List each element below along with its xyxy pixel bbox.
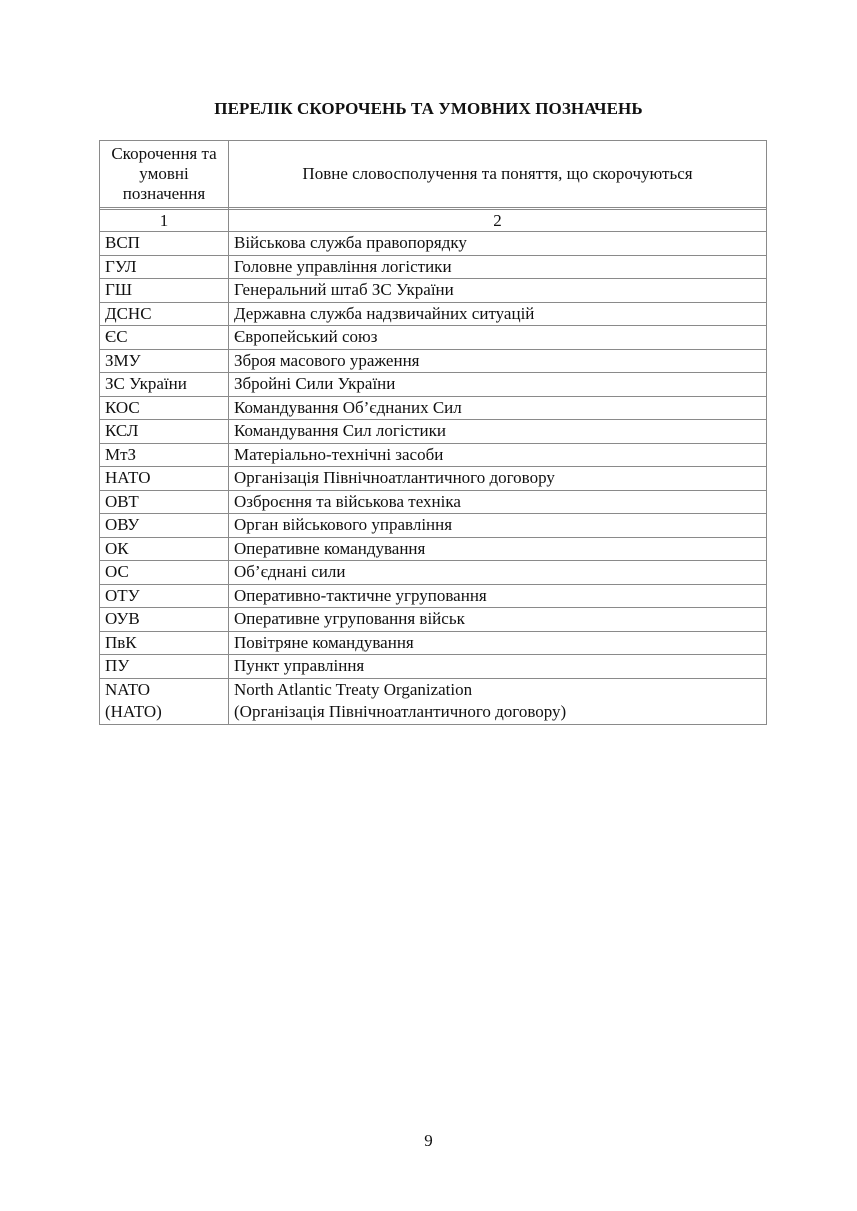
table-row [100, 302, 767, 326]
table-row [100, 561, 767, 585]
abbreviation-cell: ГУЛ [100, 255, 229, 279]
full-term-cell [229, 678, 767, 724]
table-row [100, 349, 767, 373]
table-row [100, 373, 767, 397]
full-term-cell: Повітряне командування [229, 631, 767, 655]
abbreviation-cell: ГШ [100, 279, 229, 303]
full-term-cell: Оперативне угруповання військ [229, 608, 767, 632]
abbreviation-cell: ОС [100, 561, 229, 585]
abbreviation-cell: НАТО [100, 467, 229, 491]
page-number: 9 [424, 1131, 433, 1150]
full-term-cell: Пункт управління [229, 655, 767, 679]
full-term-cell: Озброєння та військова техніка [229, 490, 767, 514]
full-term-cell: Державна служба надзвичайних ситуацій [229, 302, 767, 326]
full-term-cell: Організація Північноатлантичного договору [229, 467, 767, 491]
page-title: ПЕРЕЛІК СКОРОЧЕНЬ ТА УМОВНИХ ПОЗНАЧЕНЬ [214, 99, 643, 118]
abbreviation-cell: ЗМУ [100, 349, 229, 373]
table-row [100, 490, 767, 514]
column-number-row [100, 210, 767, 232]
abbreviation-cell: КСЛ [100, 420, 229, 444]
abbreviation-cell [100, 678, 229, 724]
column-number-2: 2 [229, 210, 767, 232]
table-row [100, 631, 767, 655]
column-number-1: 1 [100, 210, 229, 232]
full-term-cell: Орган військового управління [229, 514, 767, 538]
full-term-cell: Оперативно-тактичне угруповання [229, 584, 767, 608]
abbreviation-cell: ВСП [100, 232, 229, 256]
abbreviation-cell: ДСНС [100, 302, 229, 326]
full-term-cell: Об’єднані сили [229, 561, 767, 585]
abbreviation-cell: ПвК [100, 631, 229, 655]
header-full-terms: Повне словосполучення та поняття, що скорочуються [229, 141, 767, 208]
table-row [100, 655, 767, 679]
abbreviation-cell: ОТУ [100, 584, 229, 608]
full-term-cell: Збройні Сили України [229, 373, 767, 397]
full-term-cell: Європейський союз [229, 326, 767, 350]
full-term-cell: Матеріально-технічні засоби [229, 443, 767, 467]
full-term-cell: Зброя масового ураження [229, 349, 767, 373]
full-term-line: (Організація Північноатлантичного договору) [234, 702, 567, 721]
table-row [100, 232, 767, 256]
table-row [100, 420, 767, 444]
table-row [100, 514, 767, 538]
abbreviations-table-container [99, 140, 766, 725]
abbreviation-cell: МтЗ [100, 443, 229, 467]
table-row [100, 678, 767, 724]
full-term-cell: Оперативне командування [229, 537, 767, 561]
abbreviation-cell: ПУ [100, 655, 229, 679]
full-term-cell: Командування Сил логістики [229, 420, 767, 444]
abbreviation-line: (НАТО) [105, 702, 162, 721]
abbreviation-line: NATO [105, 679, 151, 699]
table-row [100, 279, 767, 303]
table-header-row [100, 141, 767, 208]
abbreviations-table [99, 140, 767, 725]
table-row [100, 396, 767, 420]
abbreviation-cell: КОС [100, 396, 229, 420]
header-abbreviations: Скорочення та умовні позначення [100, 141, 229, 208]
full-term-cell: Генеральний штаб ЗС України [229, 279, 767, 303]
abbreviation-cell: ЗС України [100, 373, 229, 397]
table-row [100, 443, 767, 467]
abbreviation-cell: ЄС [100, 326, 229, 350]
table-row [100, 584, 767, 608]
abbreviation-cell: ОВУ [100, 514, 229, 538]
full-term-cell: Командування Об’єднаних Сил [229, 396, 767, 420]
table-row [100, 326, 767, 350]
table-row [100, 608, 767, 632]
table-row [100, 537, 767, 561]
full-term-line: North Atlantic Treaty Organization [234, 679, 473, 699]
abbreviation-cell: ОВТ [100, 490, 229, 514]
abbreviation-cell: ОК [100, 537, 229, 561]
table-row [100, 255, 767, 279]
table-row [100, 467, 767, 491]
full-term-cell: Військова служба правопорядку [229, 232, 767, 256]
full-term-cell: Головне управління логістики [229, 255, 767, 279]
abbreviation-cell: ОУВ [100, 608, 229, 632]
